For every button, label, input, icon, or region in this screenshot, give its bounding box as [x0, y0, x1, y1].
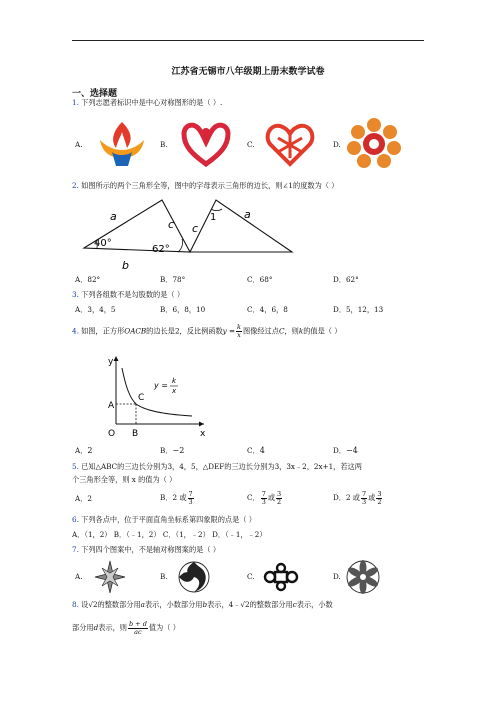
fraction	[361, 491, 367, 506]
question-8	[72, 600, 333, 610]
option	[160, 488, 195, 508]
question-5-cont: 个三角形全等，则 x 的值为（ ）	[72, 475, 177, 484]
question-number: 2.	[72, 181, 79, 190]
option-label: C.	[247, 572, 255, 581]
question-text: 表示，小数部分用	[144, 600, 203, 609]
question-text: 的边长是	[146, 326, 175, 336]
denominator: 3	[362, 497, 367, 506]
question-7	[72, 545, 220, 555]
option-label: B．2 或	[160, 493, 187, 502]
question-text: 值为（ ）	[148, 623, 180, 632]
denominator: 3	[188, 497, 193, 506]
section-heading: 一、选择题	[72, 89, 118, 99]
curve-eq-lhs: y =	[154, 381, 168, 390]
numerator: 7	[261, 489, 266, 498]
chinese-knot-icon	[262, 562, 300, 592]
curve-eq-den: x	[172, 387, 177, 395]
numerator: 7	[188, 489, 193, 498]
option	[247, 446, 265, 456]
question-5	[72, 462, 362, 472]
option-label: A.	[75, 572, 83, 581]
option-label: D．	[333, 446, 346, 455]
option-value: −4	[345, 446, 358, 455]
option: C．68°	[247, 275, 273, 284]
question-number: 7.	[72, 545, 79, 554]
origin-label: O	[108, 429, 116, 439]
curve-eq-num: k	[172, 377, 177, 385]
exam-title: 江苏省无锡市八年级期上册末数学试卷	[171, 67, 325, 77]
option	[333, 488, 383, 508]
var-c: c	[292, 600, 297, 609]
question-text: 的整数部分用	[249, 600, 293, 609]
option-value: −2	[172, 446, 185, 455]
question-6-options: A．（1，2） B．（﹣1，2） C．（1，﹣2） D．（﹣1，﹣2）	[72, 530, 267, 539]
option: D．62°	[333, 275, 359, 284]
option-label: C．	[247, 493, 260, 502]
option: A．3，4，5	[75, 305, 116, 314]
angle-40-label: 40°	[94, 238, 112, 249]
function-lhs: y =	[222, 326, 236, 336]
option: A．2	[75, 494, 92, 503]
option-label: C．	[247, 446, 260, 455]
option	[75, 446, 92, 456]
option-label: B.	[160, 140, 168, 149]
denominator: ac	[134, 627, 142, 636]
angle-62-label: 62°	[152, 244, 170, 255]
var-b: b	[202, 600, 208, 609]
logo-knot-heart-icon	[262, 118, 318, 168]
question-text: 表示，小数	[296, 600, 333, 609]
question-text: 下列各组数不是勾股数的是（ ）	[81, 290, 185, 299]
question-text: 如图所示的两个三角形全等，图中的字母表示三角形的边长，则∠1的度数为（ ）	[81, 181, 339, 190]
point-a-label: A	[108, 401, 115, 411]
denominator: 2	[377, 497, 382, 506]
question-text: 的值是（ ）	[303, 326, 342, 336]
axis-y-label: y	[108, 357, 114, 367]
question-text: 已知△ABC的三边长分别为3，4，5，△DEF的三边长分别为3，3x﹣2，2x+1，若这两	[81, 462, 362, 471]
hyperbola-graph	[100, 352, 210, 442]
denominator: 2	[277, 497, 282, 506]
question-number: 3.	[72, 290, 79, 299]
fraction	[276, 491, 282, 506]
six-petal-flower-icon	[345, 559, 381, 595]
option	[333, 446, 358, 456]
denominator: 3	[261, 497, 266, 506]
question-text: 表示，	[207, 600, 229, 609]
question-number: 1.	[72, 98, 79, 107]
option-label: D.	[333, 140, 341, 149]
logo-flame-icon	[94, 118, 150, 168]
question-text: 下列志愿者标识中是中心对称图形的是（ ）.	[81, 98, 223, 107]
point-b-label: B	[132, 429, 139, 439]
option: B．6，8，10	[160, 305, 206, 314]
question-1	[72, 98, 222, 108]
fraction	[376, 491, 382, 506]
option: B．78°	[160, 275, 186, 284]
question-text: 表示，则	[98, 623, 127, 632]
question-text: 下列各点中，位于平面直角坐标系第四象限的点是（ ）	[81, 515, 256, 524]
logo-hands-icon	[178, 118, 234, 168]
denominator: x	[237, 331, 241, 339]
label-a: a	[244, 208, 251, 221]
fraction	[188, 491, 194, 506]
var-a: a	[140, 600, 145, 609]
axis-x-label: x	[200, 429, 206, 439]
question-text: 设	[81, 600, 89, 609]
var-k: k	[298, 326, 304, 336]
or-word: 或	[267, 493, 276, 502]
var-d: d	[93, 623, 99, 632]
or-word: 或	[368, 493, 376, 502]
option-label: D.	[333, 572, 341, 581]
question-number: 4.	[72, 326, 79, 336]
question-number: 5.	[72, 462, 79, 471]
option-label: C.	[247, 140, 255, 149]
option-label: A．	[75, 446, 88, 455]
option-label: B.	[160, 572, 168, 581]
label-b: b	[122, 259, 129, 272]
option: A．82°	[75, 275, 101, 284]
question-text: 图像经过点	[242, 326, 279, 336]
square-name: OACB	[124, 326, 147, 336]
side-length: 2	[174, 326, 180, 336]
expr-4-minus-sqrt2: 4﹣√2	[228, 600, 250, 609]
question-6	[72, 515, 256, 525]
option: C．4，6，8	[247, 305, 288, 314]
label-c: c	[168, 218, 175, 231]
angle-1-label: 1	[210, 212, 217, 223]
option-label: D．2 或	[333, 493, 360, 502]
question-text: 的整数部分用	[97, 600, 141, 609]
sqrt-2: √2	[88, 600, 98, 609]
compass-star-icon	[94, 560, 126, 594]
question-number: 8.	[72, 600, 79, 609]
numerator: b + d	[128, 619, 147, 628]
triangles-figure	[80, 194, 310, 272]
numerator: k	[237, 323, 241, 331]
numerator: 7	[362, 489, 367, 498]
header-rule	[72, 40, 424, 41]
fraction-k-over-x	[236, 324, 242, 339]
label-c: c	[192, 222, 199, 235]
option	[247, 488, 283, 508]
swirl-circle-icon	[177, 560, 211, 594]
fraction	[261, 491, 267, 506]
question-4	[72, 324, 341, 339]
fraction-bd-over-ac	[128, 621, 148, 636]
question-2	[72, 181, 338, 191]
question-number: 6.	[72, 515, 79, 524]
option-label: B．	[160, 446, 173, 455]
question-text: 下列四个图案中，不是轴对称图案的是（ ）	[81, 545, 221, 554]
point-c: C	[278, 326, 285, 336]
question-3	[72, 290, 184, 300]
numerator: 3	[377, 489, 382, 498]
question-text: 部分用	[72, 623, 94, 632]
point-c-label: C	[138, 393, 145, 403]
question-8-cont	[72, 618, 180, 638]
label-a: a	[110, 210, 117, 223]
question-text: ，反比例函数	[179, 326, 223, 336]
question-text: 如图，正方形	[81, 326, 125, 336]
option-value: 4	[259, 446, 265, 455]
logo-flower-icon	[346, 117, 402, 169]
option-value: 2	[87, 446, 93, 455]
question-text: ，则	[284, 326, 299, 336]
option-label: A.	[75, 140, 83, 149]
option	[160, 446, 184, 456]
option: D．5，12，13	[333, 305, 384, 314]
numerator: 3	[277, 489, 282, 498]
